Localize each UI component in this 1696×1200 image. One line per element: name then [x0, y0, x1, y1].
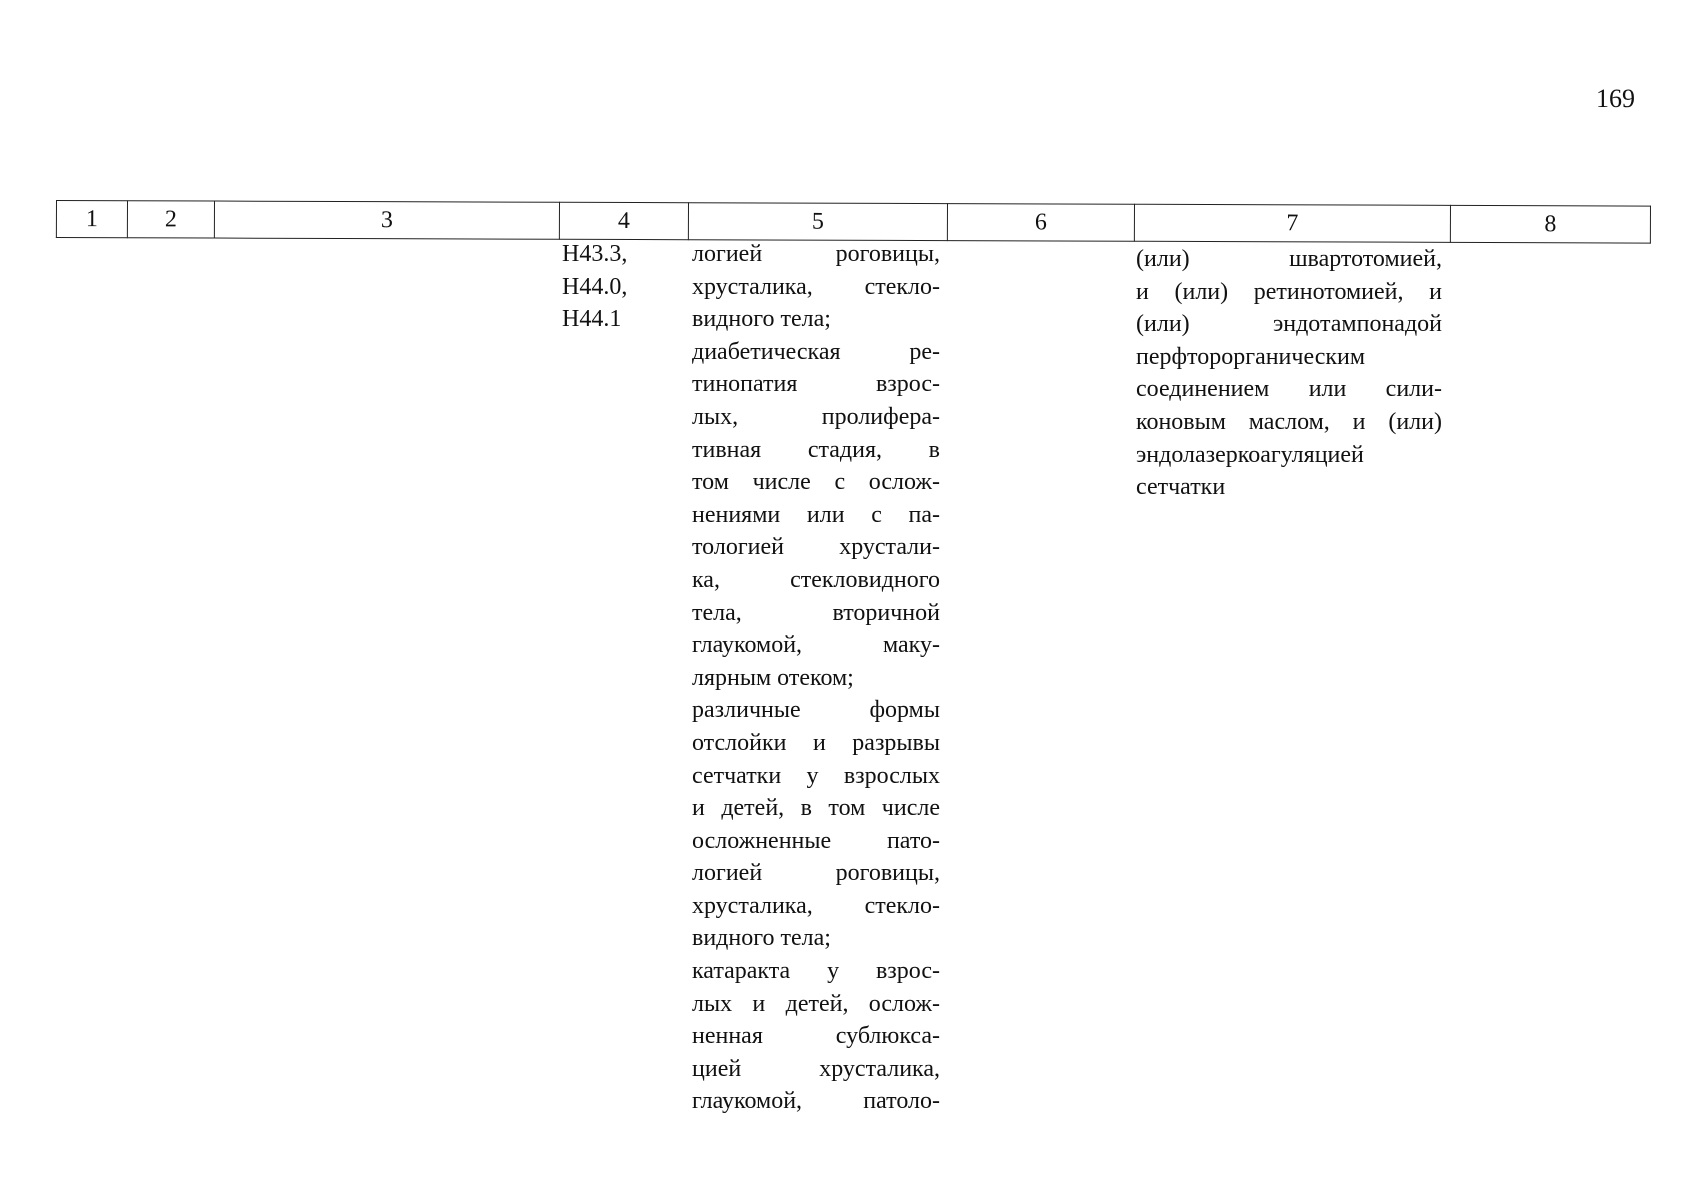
text-line: H43.3,: [562, 241, 628, 267]
text-line: глаукомой, патоло-: [692, 1088, 940, 1115]
text-line: сетчатки: [1136, 474, 1226, 501]
text-line: ненная сублюкса-: [692, 1023, 940, 1050]
text-line: хрусталика, стекло-: [692, 273, 940, 300]
text-line: глаукомой, маку-: [692, 632, 940, 659]
column-header-1: 1: [56, 201, 127, 238]
column-header-8: 8: [1450, 205, 1650, 243]
text-line: осложненные пато-: [692, 827, 940, 854]
page-number: 169: [1596, 84, 1635, 113]
text-line: эндолазеркоагуляцией: [1136, 441, 1364, 468]
text-line: логией роговицы,: [692, 860, 940, 887]
text-line: тинопатия взрос-: [692, 371, 940, 398]
text-line: видного тела;: [692, 925, 831, 952]
text-line: хрусталика, стекло-: [692, 892, 940, 919]
text-line: том числе с ослож-: [692, 469, 940, 496]
text-line: (или) эндотампонадой: [1136, 311, 1442, 338]
text-line: тела, вторичной: [692, 599, 940, 626]
treatment-method-column: [1136, 243, 1442, 504]
text-line: диабетическая ре-: [692, 338, 940, 365]
text-line: сетчатки у взрослых: [692, 762, 940, 789]
text-line: катаракта у взрос-: [692, 958, 940, 985]
text-line: лых и детей, ослож-: [692, 990, 940, 1017]
text-line: логией роговицы,: [692, 241, 940, 267]
text-line: ка, стекловидного: [692, 566, 940, 593]
text-line: (или) швартотомией,: [1136, 246, 1442, 272]
text-line: H44.1: [562, 306, 622, 333]
text-line: и детей, в том числе: [692, 795, 940, 822]
text-line: различные формы: [692, 697, 940, 724]
text-line: нениями или с па-: [692, 501, 940, 528]
column-header-7: 7: [1134, 204, 1450, 242]
diagnosis-column: [692, 238, 940, 1118]
text-line: цией хрусталика,: [692, 1055, 940, 1082]
column-header-5: 5: [688, 203, 947, 241]
column-header-3: 3: [214, 201, 559, 239]
text-line: лых, пролифера-: [692, 403, 940, 430]
column-header-4: 4: [559, 202, 688, 239]
text-line: отслойки и разрывы: [692, 729, 940, 756]
text-line: соединением или сили-: [1136, 376, 1442, 403]
text-line: тологией хрустали-: [692, 534, 940, 561]
column-header-6: 6: [947, 204, 1134, 242]
column-header-2: 2: [127, 201, 214, 238]
text-line: H44.0,: [562, 273, 628, 300]
text-line: перфторорганическим: [1136, 343, 1366, 370]
icd-codes-column: [562, 238, 658, 336]
text-line: и (или) ретинотомией, и: [1136, 278, 1442, 305]
text-line: лярным отеком;: [692, 664, 854, 691]
text-line: видного тела;: [692, 306, 831, 333]
text-line: тивная стадия, в: [692, 436, 940, 463]
text-line: коновым маслом, и (или): [1136, 408, 1442, 435]
